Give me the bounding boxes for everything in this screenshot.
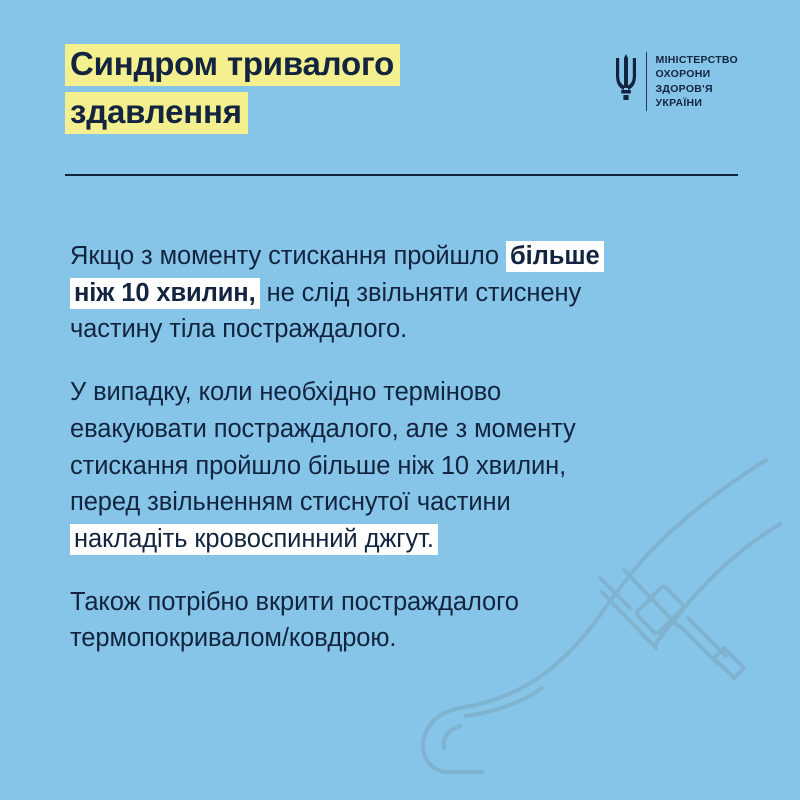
paragraph-2-line-3: стискання пройшло більше ніж 10 хвилин, <box>70 451 567 480</box>
paragraph-2-highlight: накладіть кровоспинний джгут. <box>70 524 438 555</box>
logo-text-line-2: ОХОРОНИ <box>655 68 711 81</box>
paragraph-3 <box>70 584 680 657</box>
paragraph-2-line-2: евакуювати постраждалого, але з моменту <box>70 414 576 443</box>
paragraph-1 <box>70 238 680 348</box>
body-content <box>70 238 680 657</box>
logo-text <box>656 52 738 111</box>
logo-text-line-1: МІНІСТЕРСТВО <box>655 54 738 66</box>
paragraph-1-highlight-b: ніж 10 хвилин, <box>70 278 260 309</box>
paragraph-2 <box>70 374 680 558</box>
logo-text-line-4: УКРАЇНИ <box>655 97 703 110</box>
paragraph-2-line-1: У випадку, коли необхідно терміново <box>70 378 502 407</box>
header-divider <box>65 174 738 176</box>
logo-divider <box>646 52 647 111</box>
logo-text-line-3: ЗДОРОВ'Я <box>655 82 713 95</box>
paragraph-1-text-a: Якщо з моменту стискання пройшло <box>70 242 507 270</box>
paragraph-1-text-b: не слід звільняти стиснену <box>259 278 582 307</box>
paragraph-2-line-4: перед звільненням стиснутої частини <box>70 488 511 517</box>
paragraph-3-line-2: термопокривалом/ковдрою. <box>70 624 397 653</box>
header <box>65 44 738 154</box>
paragraph-3-line-1: Також потрібно вкрити постраждалого <box>70 587 519 616</box>
page-title <box>65 44 400 140</box>
ministry-logo <box>615 52 738 111</box>
trident-icon <box>615 54 637 100</box>
paragraph-1-highlight-a: більше <box>506 241 604 272</box>
page-title-line-1: Синдром тривалого <box>65 44 400 86</box>
page-title-line-2: здавлення <box>65 92 248 134</box>
paragraph-1-text-c: частину тіла постраждалого. <box>70 315 408 344</box>
